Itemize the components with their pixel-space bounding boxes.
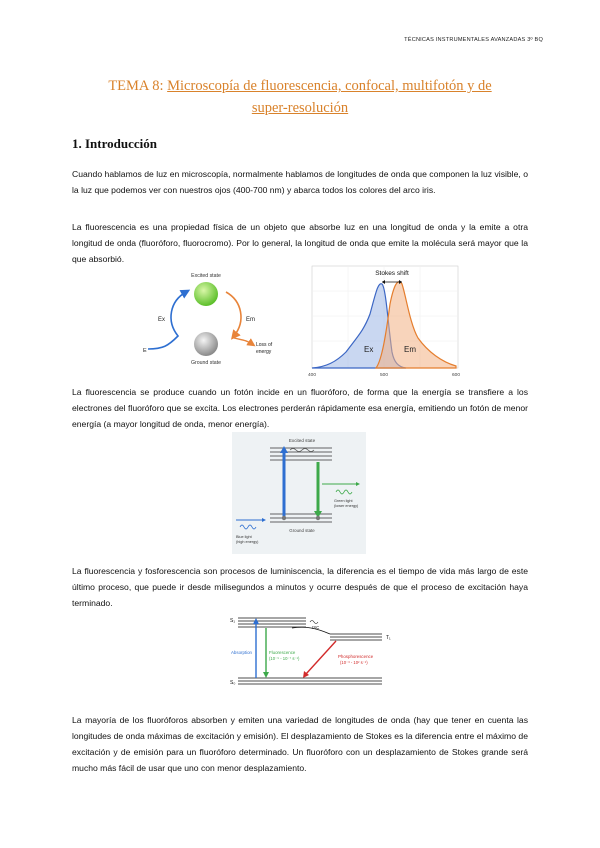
ground-state-label: Ground state (191, 360, 221, 366)
green-light-label-1: Green light (334, 499, 353, 503)
fluorescence-label-2: (10⁻⁹ - 10⁻⁷ s⁻¹) (269, 656, 300, 661)
fluorescence-arrowhead (263, 672, 269, 678)
loss-label-1: Loss of (256, 342, 273, 348)
title-text-2: super-resolución (251, 100, 349, 116)
excitation-arrow (148, 292, 186, 349)
excited-state-label: Excited state (191, 273, 221, 279)
fluorescence-cycle-figure (138, 266, 288, 366)
ground-state-sphere (194, 332, 218, 356)
loss-label-2: energy (256, 349, 272, 355)
e-label: E (143, 348, 147, 354)
section-heading: 1. Introducción (72, 136, 157, 151)
absorption-label: Absorption (231, 650, 252, 655)
jab-excited-label: Excited state (288, 438, 316, 443)
title-line-1 (0, 75, 600, 97)
spectra-ex-label: Ex (364, 345, 374, 354)
energy-loss-arrow (234, 338, 252, 344)
tick-600: 600 (451, 373, 460, 378)
s1-levels (238, 618, 306, 627)
blue-light-label-2: (high energy) (236, 540, 259, 544)
s0-levels (238, 678, 382, 684)
isc-label: ISC (312, 625, 320, 630)
jablonski-background (232, 432, 366, 554)
ground-electron-1 (282, 516, 286, 520)
tick-400: 400 (307, 373, 317, 378)
blue-light-label-1: Blue light (236, 535, 252, 539)
course-header: TÉCNICAS INSTRUMENTALES AVANZADAS 3º BQ (404, 37, 543, 43)
s1-label: S₁ (230, 618, 236, 624)
paragraph-1: Cuando hablamos de luz en microscopía, normalmente hablamos de longitudes de onda que componen la luz visible, o la luz que podemos ver con nuestros ojos (400-700 nm) y abarca todos los colores del arco iris. (72, 169, 528, 195)
em-label: Em (246, 317, 255, 323)
title-text-1: Microscopía de fluorescencia, confocal, multifotón y de (167, 78, 492, 94)
excited-state-sphere (194, 282, 218, 306)
isc-squiggle (310, 621, 318, 624)
phosphorescence-figure (226, 612, 402, 694)
page-title (0, 75, 600, 119)
paragraph-4: La fluorescencia y fosforescencia son procesos de luminiscencia, la diferencia es el tiempo de vida más largo de este último proceso, que puede ir desde milisegundos a minutos y ocurre después de que el proceso de excitación haya terminado. (72, 566, 528, 608)
spectra-em-label: Em (404, 345, 416, 354)
title-prefix: TEMA 8: (108, 78, 164, 94)
stokes-shift-figure (306, 264, 460, 378)
phosphorescence-label-2: (10⁻³ - 10² s⁻¹) (340, 660, 368, 665)
tick-500: 500 (379, 373, 389, 378)
emission-arrow (226, 292, 241, 336)
isc-arrow (292, 627, 330, 634)
s0-label: S₀ (230, 680, 236, 686)
ground-electron-2 (316, 516, 320, 520)
phosphorescence-label-1: Phosphorescence (338, 654, 374, 659)
jab-ground-label: Ground state (289, 528, 315, 533)
stokes-shift-label: Stokes shift (375, 270, 409, 277)
jablonski-figure (232, 432, 366, 554)
ex-label: Ex (158, 317, 166, 323)
t1-label: T₁ (386, 635, 391, 641)
t1-levels (330, 634, 382, 640)
green-light-label-2: (lower energy) (334, 504, 359, 508)
paragraph-2: La fluorescencia es una propiedad física de un objeto que absorbe luz en una longitud de onda y la emite a otra longitud de onda (fluoróforo, fluorocromo). Por lo general, la longitud de onda que emite la molécula será mayor que la que absorbió. (72, 222, 528, 264)
fluorescence-label-1: Fluorescence (269, 650, 296, 655)
title-line-2 (0, 97, 600, 119)
phosphorescence-arrow (306, 641, 336, 674)
paragraph-5: La mayoría de los fluoróforos absorben y emiten una variedad de longitudes de onda (hay que tener en cuenta las longitudes de onda máximas de excitación y emisión). El desplazamiento de Stokes es la diferencia entre el máximo de excitación y de emisión para un fluoróforo determinado. Un fluoróforo con un desplazamiento de Stokes grande será mucho más fácil de usar que uno con menor desplazamiento. (72, 715, 528, 773)
paragraph-3: La fluorescencia se produce cuando un fotón incide en un fluoróforo, de forma que la energía se transfiere a los electrones del fluoróforo que se excita. Los electrones perderán rápidamente esa energía, emitiendo un fotón de menor energía (a mayor longitud de onda, menor energía). (72, 387, 528, 429)
